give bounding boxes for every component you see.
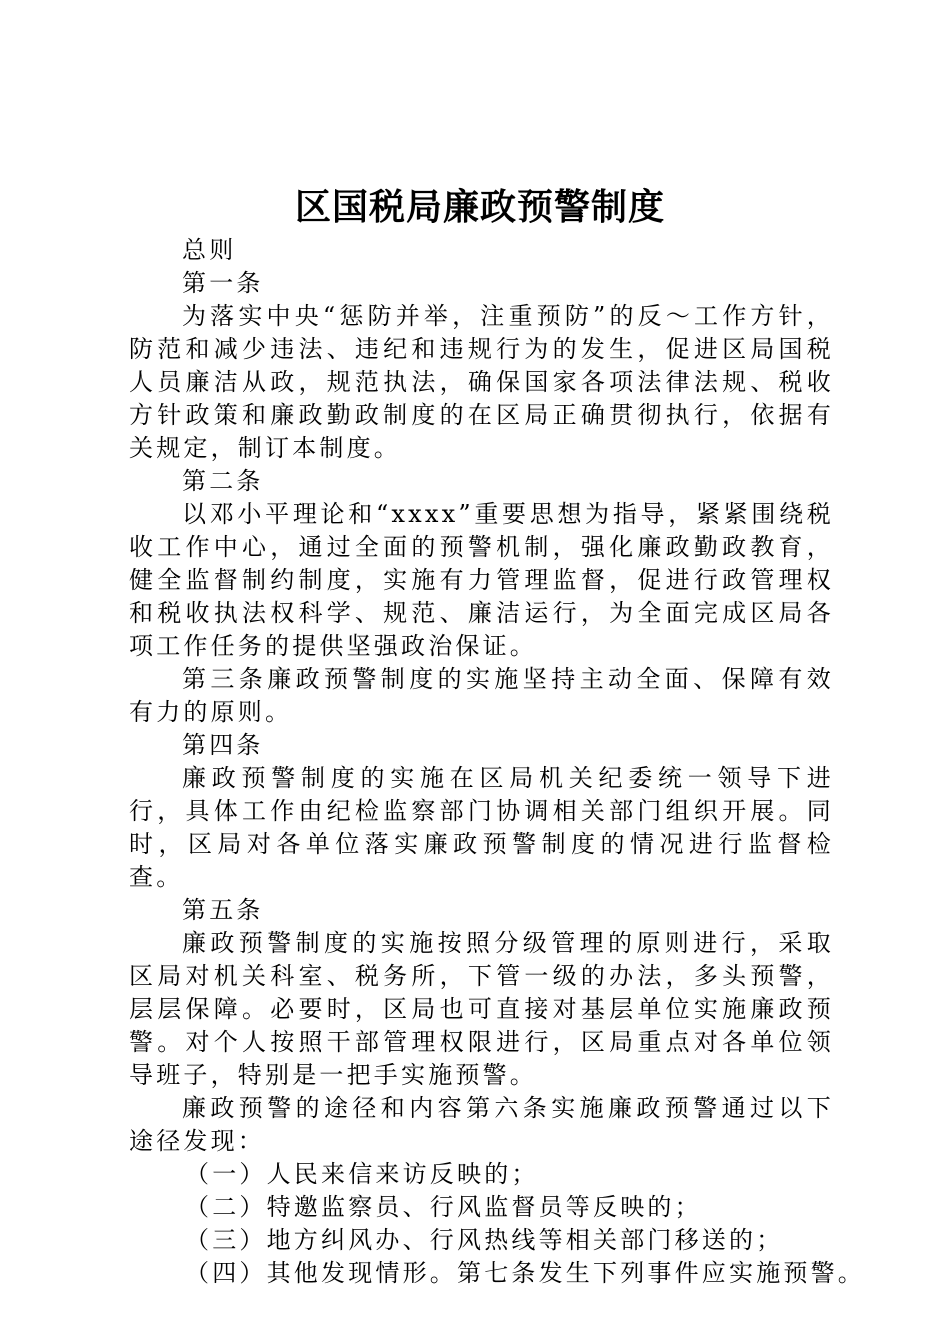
- list-item-2: （二）特邀监察员、行风监督员等反映的；: [185, 1193, 702, 1221]
- article-1-paragraph: 为落实中央“惩防并举，注重预防”的反～工作方针，防范和减少违法、违纪和违规行为的发生，促进区局国税人员廉洁从政，规范执法，确保国家各项法律法规、税收方针政策和廉政勤政制度的在区局正确贯彻执行，依据有关规定，制订本制度。: [129, 302, 834, 462]
- document-body: [129, 234, 865, 1290]
- list-item-1: （一）人民来信来访反映的；: [185, 1160, 539, 1188]
- article-6-paragraph: 廉政预警的途径和内容第六条实施廉政预警通过以下途径发现：: [129, 1094, 834, 1155]
- list-item-4: （四）其他发现情形。第七条发生下列事件应实施预警。: [185, 1259, 865, 1287]
- article-1-heading: 第一条: [182, 269, 264, 297]
- article-4-paragraph: 廉政预警制度的实施在区局机关纪委统一领导下进行，具体工作由纪检监察部门协调相关部门组织开展。同时，区局对各单位落实廉政预警制度的情况进行监督检查。: [129, 764, 834, 891]
- article-2-paragraph: 以邓小平理论和“xxxx”重要思想为指导，紧紧围绕税收工作中心，通过全面的预警机制，强化廉政勤政教育，健全监督制约制度，实施有力管理监督，促进行政管理权和税收执法权科学、规范、廉洁运行，为全面完成区局各项工作任务的提供坚强政治保证。: [129, 500, 834, 660]
- article-5-paragraph: 廉政预警制度的实施按照分级管理的原则进行，采取区局对机关科室、税务所，下管一级的办法，多头预警，层层保障。必要时，区局也可直接对基层单位实施廉政预警。对个人按照干部管理权限进行，区局重点对各单位领导班子，特别是一把手实施预警。: [129, 929, 834, 1089]
- article-5-heading: 第五条: [182, 896, 264, 924]
- list-item-3: （三）地方纠风办、行风热线等相关部门移送的；: [185, 1226, 784, 1254]
- article-4-heading: 第四条: [182, 731, 264, 759]
- document-title: 区国税局廉政预警制度: [294, 186, 665, 228]
- section-heading-general: 总则: [182, 236, 237, 264]
- article-3-paragraph: 第三条廉政预警制度的实施坚持主动全面、保障有效有力的原则。: [129, 665, 834, 726]
- article-2-heading: 第二条: [182, 467, 264, 495]
